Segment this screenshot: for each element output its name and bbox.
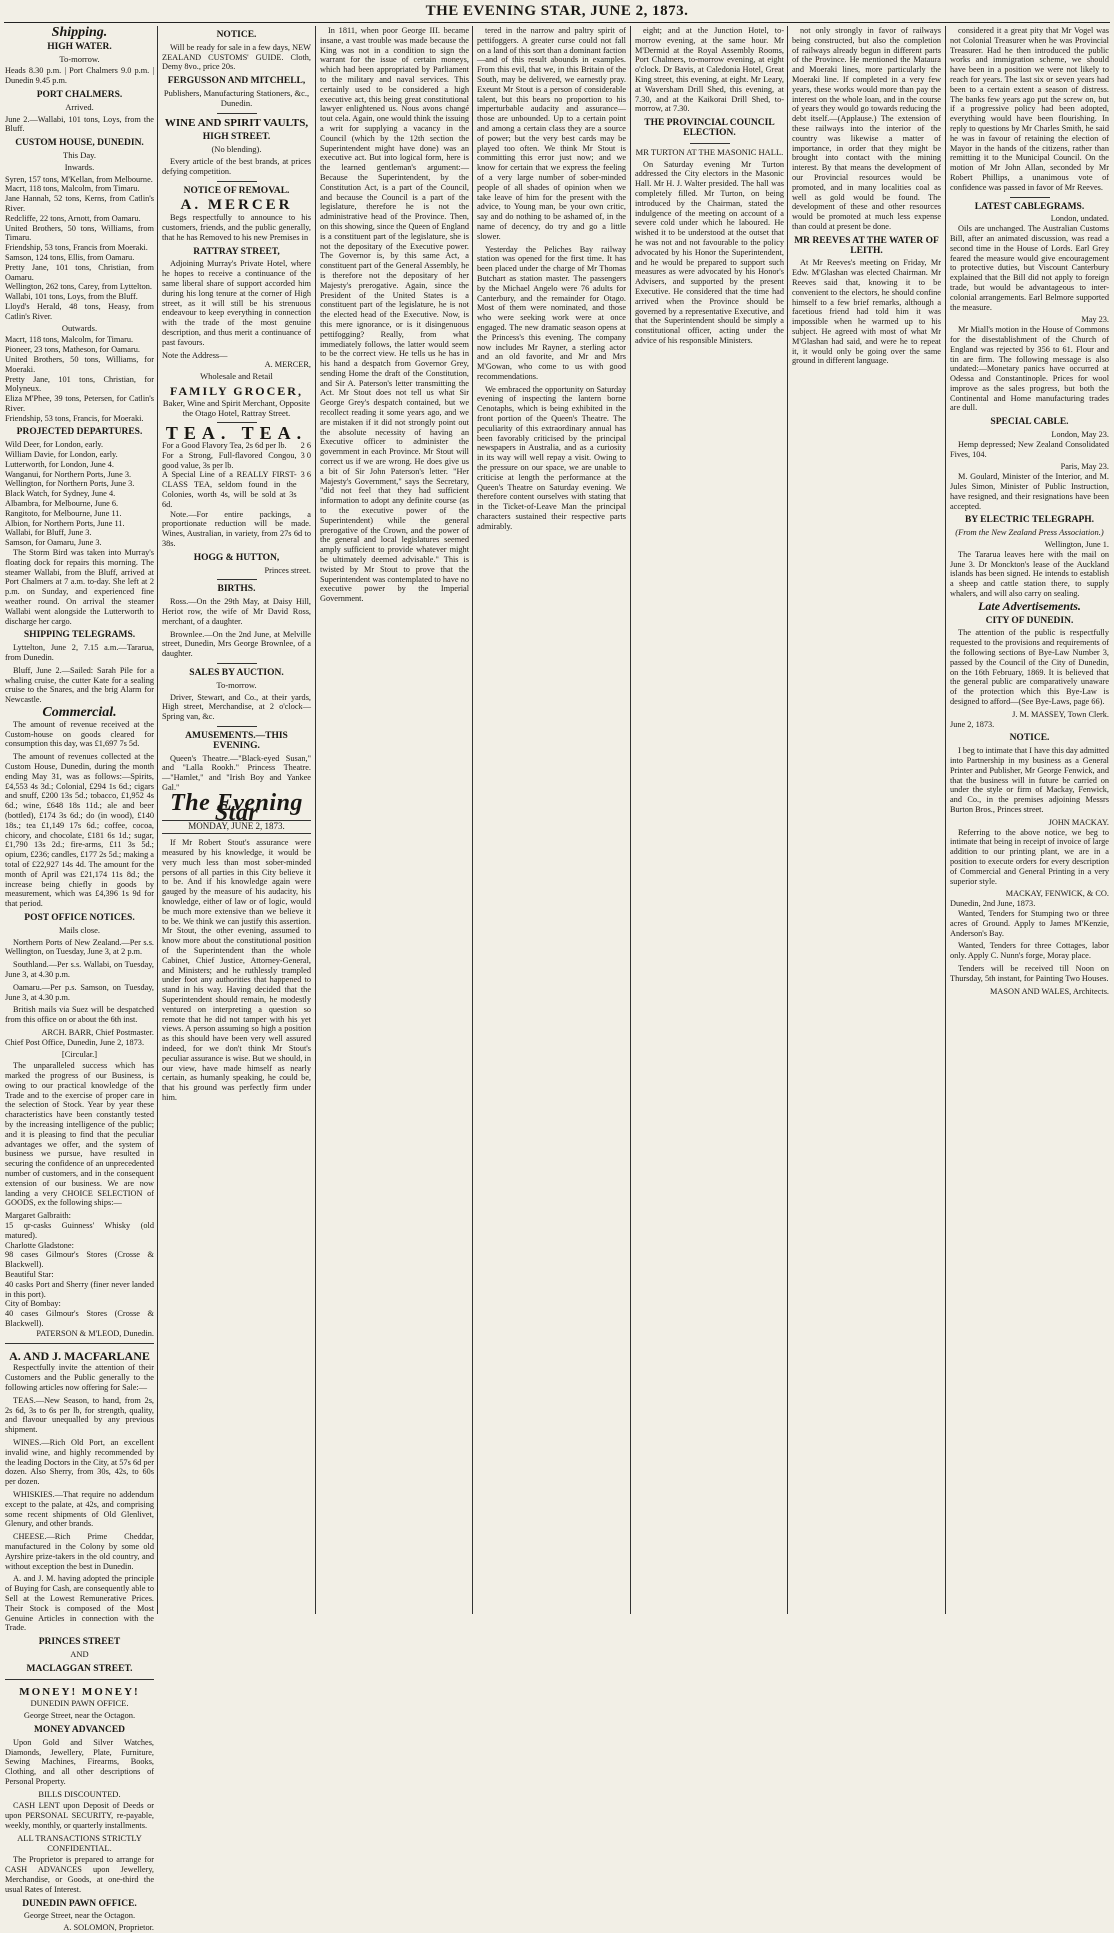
list-item: Syren, 157 tons, M'Kellan, from Melbourne. [5,174,153,184]
list-item: Samson, for Oamaru, June 3. [5,538,102,548]
article-text: We embraced the opportunity on Saturday evening of inspecting the lantern borne Cenotaphs, which is being exhibited in the front portion of the Queen's Theatre. The peculiarity of this extraordinary annual has been favorably criticised by the principal newspapers in Australia, and as a curiosity in its way will well repay a visit. Owing to the pressure on our space, we are unable to criticise at length the performance at the Queen's Theatre on Saturday evening. We therefore content ourselves with stating that in the Ticket-of-Leave Man the principal characters sustained their respective parts admirably. [477,384,626,531]
leader-article: If Mr Robert Stout's assurance were measured by his knowledge, it would be very much less than most sober-minded persons of all parties in this City believe it to be. And if his knowledge again were gauged by the measure of his audacity, his knowledge, either of law or of logic, would be much more extensive than we believe it to be. We think we can justify this assertion. Mr Stout, the other evening, assumed to know more about the constitutional position of the Superintendent than the whole Cabinet, Chief Justice, Attorney-General, and Ministers; and he ruthlessly trampled under foot any authorities that happened to stand in his way. Having decided that the Superintendent should remain, he modestly ventured on interpreting a question so remote that he did not tamper with his yet views. A person assuming so high a position as this should have been very well assured indeed, for we don't think Mr Stout's peculiar assurance is wise. But we should, in our view, have made himself as nearly certain, as humanly speaking, he could be, that his ground was perfectly firm under him. [162,838,311,1102]
family-grocer-sub: Baker, Wine and Spirit Merchant, Opposite the Otago Hotel, Rattray Street. [162,397,311,418]
list-item: Wild Deer, for London, early. [5,440,104,450]
article-text: considered it a great pity that Mr Vogel was not Colonial Treasurer when he was Provincial Treasurer. Had he then introduced the public works and immigration scheme, we should have been in a position we were not likely to reach for years. The last six or seven years had been to a certain extent a season of distress. The banks few years ago put the screw on, but if a progressive policy had been adopted, everything would have been flourishing. In reply to questions by Mr Charles Smith, he said he was in favour of retaining the election of Mayor in the hands of the citizens, rather than remitting it to the Municipal Council. On the motion of Mr John Allan, seconded by Mr Robert Phillips, a unanimous vote of confidence was passed in favor of Mr Reeves. [950,26,1109,192]
column-4 [477,26,626,1614]
tea-price-label: For a Good Flavory Tea, 2s 6d per lb. [162,441,287,451]
pawn-subtitle: DUNEDIN PAWN OFFICE. [30,1698,129,1709]
mail-line: Oamaru.—Per p.s. Samson, on Tuesday, June 3, at 4.30 p.m. [5,982,154,1002]
article-text: tered in the narrow and paltry spirit of pettifoggers. A greater curse could not fall on a land of this sort than a dominant faction—and of this result abounds in examples. From this evil, that we, in this Britain of the South, may be delivered, we earnestly pray. Exeunt Mr Stout is a person of considerable talent, but this bears no proportion to his imperturbable audacity and assurance—those are unbounded. Up to a certain point and among a certain class they are a source of power; but the very best cards may be played too often. We think Mr Stout is committing this error just now; and we know for certain that we express the feeling of a very large number of sober-minded people of all shades of opinion when we take leave of him for the present with the advice, to Young man, be your own critic, say and do nothing to be ashamed of, in the name of decency, do try and go a little slower. [477,26,626,241]
town-clerk-sign: J. M. MASSEY, Town Clerk. [1012,709,1109,719]
mercer-role: Wholesale and Retail [200,371,273,382]
article-text: not only strongly in favor of railways being constructed, but also the completion of railways already begun in different parts of the Province. He mentioned the Mataura and Moeraki lines, more particularly the Moeraki line. If completed in a very few years, these works would more than pay the interest on the whole loan, and in the course of years they would go towards reducing the debt itself.—(Applause.) The extension of these railways into the interior of the country was likewise a matter of importance, in order that they might be brought into contact with the mining interest. By that means the development of our Provincial resources would be promoted, and in many localities coal as well as gold would be found. The development of these and other resources would be promoted at much less expense than could at present be done. [792,26,941,231]
tea-title: TEA. TEA. [165,423,308,444]
wanted-advert: Wanted, Tenders for three Cottages, labor only. Apply C. Nunn's forge, Moray place. [950,941,1109,961]
list-item: Wallabi, 101 tons, Loys, from the Bluff. [5,292,138,302]
list-item: Lutterworth, for London, June 4. [5,459,114,469]
divider [690,143,730,144]
pawn-address: George Street, near the Octagon. [23,1910,136,1921]
reeves-report: At Mr Reeves's meeting on Friday, Mr Edw. M'Glashan was elected Chairman. Mr Reeves said that, knowing it to be convenient to the electors, he should confine himself to a few brief remarks, although a facetious friend had told him it was impossible when he warmed up to his subject. He agreed with most of what Mr M'Glashan had said, and were he to repeat it, it would only be going over the same ground in different language. [792,258,941,366]
high-water-times: Heads 8.30 p.m. | Port Chalmers 9.0 p.m. | Dunedin 9.45 p.m. [5,66,154,86]
column-divider [945,26,946,1614]
telegram-line: Bluff, June 2.—Sailed: Sarah Pile for a whaling cruise, the cutter Kate for a sealing cruise to the Snares, and the brig Alarm for Newcastle. [5,665,154,705]
cablegrams-title: LATEST CABLEGRAMS. [974,201,1085,212]
sales-paragraph: Driver, Stewart, and Co., at their yards, High street, Merchandise, at 2 o'clock—Spring van, &c. [162,692,311,722]
departures-title: PROJECTED DEPARTURES. [16,427,143,438]
cable-text: Hemp depressed; New Zealand Consolidated Fives, 104. [950,439,1109,459]
shipping-section-title: Shipping. [51,25,108,40]
list-item: Albion, for Northern Ports, June 11. [5,518,125,528]
macfarlane-address-2: MACLAGGAN STREET. [26,1663,133,1674]
macfarlane-item: TEAS.—New Season, to hand, from 2s, 2s 6d, 3s to 6s per lb, for strength, quality, and flavour unequalled by any previous shipment. [5,1395,154,1435]
column-3 [320,26,469,1614]
macfarlane-title: A. AND J. MACFARLANE [9,1348,150,1363]
column-divider [157,26,158,1614]
reeves-title: MR REEVES AT THE WATER OF LEITH. [794,235,939,256]
pawn-note: The Proprietor is prepared to arrange for CASH ADVANCES upon Jewellery, Merchandise, or Goods, at one-third the usual Rates of Interest. [5,1855,154,1894]
macfarlane-advert [5,1343,154,1675]
customs-sub: This Day. [63,149,96,160]
column-divider [472,26,473,1614]
tenders-advert: Tenders will be received till Noon on Thursday, 5th instant, for Painting Two Houses. [950,963,1109,983]
list-item: 40 cases Gilmour's Stores (Crosse & Blackwell). [5,1309,154,1329]
port-title: PORT CHALMERS. [36,89,123,100]
tea-price-label: A Special Line of a REALLY FIRST-CLASS TEA, seldom found in the Colonies, worth 4s, will be sold at 3s 6d. [162,470,297,509]
amusements-paragraph: Queen's Theatre.—"Black-eyed Susan," and "Lalla Rookh." Princess Theatre.—"Hamlet," and "Irish Boy and Yankee Gal." [162,753,311,792]
special-cable-title: SPECIAL CABLE. [990,417,1069,428]
list-item: Redcliffe, 22 tons, Arnott, from Oamaru. [5,213,141,223]
mails-close-label: Mails close. [58,924,101,935]
telegraph-dateline: Wellington, June 1. [1044,540,1109,550]
city-title: CITY OF DUNEDIN. [985,615,1074,626]
outwards-label: Outwards. [61,322,98,333]
notice-sign: JOHN MACKAY. [1048,817,1109,827]
high-water-title: HIGH WATER. [47,41,112,52]
issue-dateline: MONDAY, JUNE 2, 1873. [162,820,311,834]
cable-text: Mr Miall's motion in the House of Commons for the disestablishment of the Church of England was rejected by 356 to 61. Flour and tin are firm. The following message is also undated:—Monetary panics have occurred at Odessa and Constantinople. Prices for wool improve as the sales progress, but both the Continental and Home manufacturing trades are dull. [950,325,1109,413]
wine-vaults-title: WINE AND SPIRIT VAULTS, [164,116,309,129]
list-item: Wallabi, for Bluff, June 3. [5,528,92,538]
sales-title: SALES BY AUCTION. [189,668,284,679]
pawn-confidential: ALL TRANSACTIONS STRICTLY CONFIDENTIAL. [17,1832,142,1853]
list-item: Charlotte Gladstone: [5,1240,74,1250]
cable-dateline: May 23. [1081,315,1109,325]
pawn-paragraph: Upon Gold and Silver Watches, Diamonds, Jewellery, Plate, Furniture, Sewing Machines, Firearms, Books, Clothing, and all other descriptions of Personal Property. [5,1737,154,1786]
divider [217,726,257,727]
list-item: Pretty Jane, 101 tons, Christian, for Molyneux. [5,374,154,394]
notice-title: NOTICE. [216,30,257,40]
list-item: Friendship, 53 tons, Francis, for Moeraki. [5,413,144,423]
meeting-title: MR TURTON AT THE MASONIC HALL. [635,146,784,157]
partnership-notice: I beg to intimate that I have this day admitted into Partnership in my business as a General Printer and Publisher, Mr George Fenwick, and that the business will in future be carried on under the style or firm of Mackay, Fenwick, and Co., in the premises adjoining Messrs Burton Bros., Princes street. [950,746,1109,814]
pawn-proprietor: A. SOLOMON, Proprietor. [63,1923,154,1933]
sales-sub: To-morrow. [216,679,257,690]
column-divider [787,26,788,1614]
wine-paragraph: Every article of the best brands, at prices defying competition. [162,156,311,176]
cable-text: Oils are unchanged. The Australian Customs Bill, after an animated discussion, was read a second time in the House of Lords. Earl Grey feared the measure would give encouragement to protective duties, but Viscount Canterbury explained that the Bill did not apply to foreign trade, but would be advantageous to inter-colonial arrangements. Earl Belmore supported the measure. [950,224,1109,312]
list-item: Wanganui, for Northern Ports, June 3. [5,469,132,479]
pawn-office-advert [5,1679,154,1933]
inwards-list [5,175,154,322]
macfarlane-address-and: AND [70,1648,89,1659]
list-item: Wellington, 262 tons, Carey, from Lyttelton. [5,282,152,292]
divider [217,663,257,664]
list-item: Macrt, 118 tons, Malcolm, for Timaru. [5,335,134,345]
amusements-title: AMUSEMENTS.—THIS EVENING. [185,731,288,751]
divider [217,579,257,580]
mercer-sign: A. MERCER, [264,360,311,370]
post-office-location: Chief Post Office, Dunedin, June 2, 1873. [5,1037,145,1047]
pawn-office-name: DUNEDIN PAWN OFFICE. [22,1898,137,1909]
notice-paragraph: Will be ready for sale in a few days, NEW ZEALAND CUSTOMS' GUIDE. Cloth, Demy 8vo., price 20s. [162,42,311,72]
list-item: 98 cases Gilmour's Stores (Crosse & Blackwell). [5,1250,154,1270]
high-water-sub: To-morrow. [59,53,100,64]
mercer-paragraph: Begs respectfully to announce to his customers, friends, and the public generally, that he has Removed to his new Premises in [162,213,311,242]
wine-sub: (No blending). [211,144,262,155]
leader-continued: In 1811, when poor George III. became insane, a vast trouble was made because the King was not in a condition to sign the warrant for the issue of certain moneys, which had been appropriated by Parliament to the military and naval services. This certainly used to be considered a high executive act, this being great constitutional lawyer enlightened us. Nous avons changé tout cela. Again, one would think the issuing a writ for supplying a vacancy in the Council (which by the 12th section the Superintendent might have done) was an executive act. But into logical form, here is the learned gentleman's argument:—Because the Superintendent, by the Constitution Act, is a part of the Council, and because the Council is a part of the legislature, therefore he is not the administrative head of the Province. Then, on this showing, since the Queen of England is a constituent part of the legislature, she is not the depositary of the Executive power. The Governor is, by this same Act, a constituent part of the General Assembly, he is therefore not the depositary of her Majesty's prerogative. Again, since the President of the United States is a constituent part of the legislature, he is not the elected head of the Executive. Now, is this mere ignorance, or is it disingenuous pettifogging? Really, from what immediately follows, the latter would seem to be the correct view. He tells us he has in his hand a despatch from Governor Grey, sending Home the draft of the Constitution, and Sir A. Paterson's letter transmitting the Act. Mr Stout does not tell us what Sir George Grey's despatch contained, but we recollect reading it some years ago, and we are mistaken if it did not strongly point out the absolute necessity of having an Executive officer to administer the government in each Province. Mr Stout will correct us if we are wrong. He does give us a bit of Sir John Paterson's letter. "Her Majesty's Government," says the Secretary, "did not feel that they had sufficient information to adopt any definite course (as to the executive power of the Superintendent) while the general prerogative of the Crown, and the power of the general and local legislatures seemed amply sufficient to provide whatever might be ultimately deemed advisable." This is twisted by Mr Stout to prove that the Superintendent was contemplated to have no executive power by the Imperial Government. [320,26,469,604]
circular-title: [Circular.] [61,1048,98,1059]
list-item: Jane Hannah, 52 tons, Kerns, from Catlin's River. [5,194,154,213]
tea-price-row [162,470,311,509]
pawn-title: MONEY! MONEY! [19,1685,140,1698]
tea-address: Princes street. [264,565,311,575]
family-grocer-title: FAMILY GROCER, [170,383,303,398]
birth-notice: Brownlee.—On the 2nd June, at Melville street, Dunedin, Mrs George Brownlee, of a daughter. [162,629,311,659]
birth-notice: Ross.—On the 29th May, at Daisy Hill, Heriot row, the wife of Mr David Ross, merchant, of a daughter. [162,597,311,626]
circular-paragraph: The unparalleled success which has marked the progress of our Business, is owing to our practical knowledge of the Trade and to the exercise of proper care in the selection of Stock. Year by year these characteristics have been constantly tested by the increasing intelligence of the public; and it is pleasing to find that the peculiar advantages we offer, and the system of business we pursue, have resulted in securing the confidence of an unprecedented number of customers, and in the consequent extension of our business. We are now landing a very CHOICE SELECTION of GOODS, ex the following ships:— [5,1061,154,1208]
meeting-report: On Saturday evening Mr Turton addressed the City electors in the Masonic Hall. Mr H. J. Walter presided. The hall was completely filled. Mr Turton, on being introduced by the Chairman, stated the indulgence of the meeting on account of a severe cold under which he laboured. He wished it to be understood at the outset that he was not and not favourable to the policy advocated by his Honor the Superintendent, and he would be prepared to support such measures as were advocated by his Honor's Advisers, and supported by the present Executive. He considered that the time had arrived when the Province should be governed by a representative Executive, and that the Superintendent should be simply a constitutional officer, acting under the advice of his responsible Ministers. [635,159,784,345]
list-item: Black Watch, for Sydney, June 4. [5,489,116,499]
election-title: THE PROVINCIAL COUNCIL ELECTION. [644,118,775,138]
telegraph-title: BY ELECTRIC TELEGRAPH. [964,515,1095,526]
removal-title: NOTICE OF REMOVAL. [183,185,290,196]
cable-dateline: Paris, May 23. [1060,462,1109,472]
telegrams-title: SHIPPING TELEGRAMS. [23,630,136,641]
macfarlane-closing: A. and J. M. having adopted the principle of Buying for Cash, are consequently able to Sell at the Lowest Remunerative Prices. Their Stock is composed of the Most Genuine Articles in connection with the Trade. [5,1574,154,1633]
macfarlane-item: WHISKIES.—That require no addendum except to the palate, at 42s, and comprising some recent shipments of Old Glenlivet, Glenury, and other brands. [5,1489,154,1529]
list-item: Rangitoto, for Melbourne, June 11. [5,508,122,518]
list-item: Pretty Jane, 101 tons, Christian, from Oamaru. [5,262,154,282]
mercer-name: A. MERCER [180,197,293,214]
page-masthead: THE EVENING STAR, JUNE 2, 1873. [425,3,689,19]
mercer-street: RATTRAY STREET, [193,246,280,257]
divider [217,181,257,182]
notice-title: NOTICE. [1009,733,1050,744]
inwards-label: Inwards. [64,161,95,172]
printing-date: Dunedin, 2nd June, 1873. [950,899,1036,909]
masthead-rule [4,22,1110,23]
mercer-paragraph-2: Adjoining Murray's Private Hotel, where he hopes to receive a continuance of the same liberal share of support accorded him during his long tenure at the corner of High street, as it will still be his strenuous endeavour to keep everything in connection with the trade of the most genuine description, and thus merit a continuance of past favours. [162,259,311,347]
city-notice: The attention of the public is respectfully requested to the provisions and requirements of the following sections of Bye-Law Number 3, passed by the Council of the City of Dunedin, on the 16th February, 1869. It is believed that the general public are comparatively unaware of the protection which this Bye-Law is designed to afford—(See Bye-Laws, page 66). [950,628,1109,706]
mail-line: Southland.—Per s.s. Wallabi, on Tuesday, June 3, at 4.30 p.m. [5,960,154,979]
list-item: Margaret Galbraith: [5,1211,71,1221]
tea-price-value: 3 6 [300,470,311,480]
list-item: Albambra, for Melbourne, June 6. [5,499,119,509]
storm-bird-paragraph: The Storm Bird was taken into Murray's floating dock for repairs this morning. The steamer Wallabi, from the Bluff, arrived at Port Chalmers at 7 a.m. to-day. She left at 2 p.m. on Sunday, and experienced fine weather round. On arrival the steamer Wallabi went alongside the Lutterworth to discharge her cargo. [5,548,154,626]
column-7 [950,26,1109,1614]
article-text: Yesterday the Peliches Bay railway station was opened for the first time. It has been placed under the charge of Mr Thomas Butchart as station master. The passengers by the Michael Angelo were 76 adults for Canterbury, and the remainder for Otago. Most of them were nominated, and those who were seeking work were at once engaged. The new dramatic season opens at the Princess's this evening. The company now includes Mr Rayner, a sterling actor and an old favorite, and Mr and Mrs M'Gowan, who come to us with good recommendations. [477,244,626,381]
column-6 [792,26,941,1614]
pawn-bills: BILLS DISCOUNTED. [38,1788,121,1799]
arrived-label: Arrived. [65,101,94,112]
list-item: Eliza M'Phee, 39 tons, Petersen, for Catlin's River. [5,394,154,413]
list-item: Samson, 124 tons, Ellis, from Oamaru. [5,252,135,262]
column-5 [635,26,784,1614]
commercial-section-title: Commercial. [42,705,117,720]
publisher-name: FERGUSSON AND MITCHELL, [167,76,306,87]
city-date: June 2, 1873. [950,719,995,729]
pawn-sub2: George Street, near the Octagon. [23,1710,136,1721]
column-divider [315,26,316,1614]
list-item: Beautiful Star: [5,1270,54,1280]
column-1 [5,25,154,1933]
divider [217,113,257,114]
wanted-advert: Wanted, Tenders for Stumping two or three acres of Ground. Apply to James M'Kenzie, Anderson's Bay. [950,908,1109,938]
macfarlane-intro: Respectfully invite the attention of their Customers and the Public generally to the following articles now offering for Sale:— [5,1363,154,1392]
tea-price-value: 3 0 [300,450,311,460]
mail-line: Northern Ports of New Zealand.—Per s.s. Wellington, on Tuesday, June 3, at 2 p.m. [5,937,154,957]
circular-signoff: PATERSON & M'LEOD, Dunedin. [36,1328,154,1338]
macfarlane-address: PRINCES STREET [38,1637,121,1648]
printing-sign: MACKAY, FENWICK, & CO. [1005,889,1109,899]
list-item: 40 casks Port and Sherry (finer never landed in this port). [5,1279,154,1299]
list-item: United Brothers, 50 tons, Williams, for Moeraki. [5,354,154,374]
column-2 [162,26,311,1614]
list-item: Pioneer, 23 tons, Matheson, for Oamaru. [5,345,140,355]
evening-star-banner: The Evening Star [170,789,303,826]
macfarlane-item: CHEESE.—Rich Prime Cheddar, manufactured in the Colony by some old Ayrshire prize-takers in the old country, and without exception the best in Dunedin. [5,1532,154,1571]
postmaster-signoff: ARCH. BARR, Chief Postmaster. [41,1027,154,1037]
customs-title: CUSTOM HOUSE, DUNEDIN. [15,138,144,149]
cable-dateline: London, May 23. [1051,430,1109,440]
divider [1010,197,1050,198]
tea-price-label: For a Strong, Full-flavored Congou, good value, 3s per lb. [162,450,297,470]
tea-note: Note.—For entire packings, a proportionate reduction will be made. Wines, Australian, in variety, from 27s 6d to 38s. [162,509,311,549]
tenders-sign: MASON AND WALES, Architects. [990,986,1109,996]
list-item: Lloyd's Herald, 48 tons, Heasy, from Catlin's River. [5,301,154,321]
list-item: Macrt, 118 tons, Malcolm, from Timaru. [5,184,140,194]
tea-price-value: 2 6 [300,441,311,451]
departures-list [5,440,154,548]
mail-line: British mails via Suez will be despatched from this office on or about the 6th inst. [5,1005,154,1025]
cable-text: M. Goulard, Minister of the Interior, and M. Jules Simon, Minister of Public Instruction, have resigned, and their resignations have been accepted. [950,472,1109,511]
revenue-paragraph: The amount of revenue received at the Custom-house on goods cleared for consumption this day, was £1,697 7s 5d. [5,719,154,749]
pawn-sub3: MONEY ADVANCED [33,1724,126,1735]
wine-street: HIGH STREET. [202,132,271,143]
list-item: City of Bombay: [5,1299,61,1309]
list-item: Wellington, for Northern Ports, June 3. [5,479,135,489]
mercer-note: Note the Address— [162,350,228,360]
telegraph-text: The Tararua leaves here with the mail on June 3. Dr Monckton's lease of the Auckland islands has been signed. He intends to establish a sheep and cattle station there, to supply whalers, and will also carry on sealing. [950,549,1109,599]
late-ads-title: Late Advertisements. [978,598,1081,613]
cable-dateline: London, undated. [1050,214,1109,224]
printing-notice: Referring to the above notice, we beg to intimate that being in receipt of invoice of large addition to our printing plant, we are in a position to execute orders for every description of Commercial and General Printing in a very superior style. [950,827,1109,886]
arrived-line: June 2.—Wallabi, 101 tons, Loys, from the Bluff. [5,114,154,134]
tea-sign: HOGG & HUTTON, [193,552,280,563]
macfarlane-item: WINES.—Rich Old Port, an excellent invalid wine, and highly recommended by the leading Doctors in the City, at 57s 6d per dozen. Also Sherry, from 30s, 42s, to 60s per dozen. [5,1437,154,1487]
column-divider [630,26,631,1614]
list-item: 15 qr-casks Guinness' Whisky (old matured). [5,1221,154,1240]
tea-price-row [162,451,311,471]
telegram-line: Lyttelton, June 2, 7.15 a.m.—Tararua, from Dunedin. [5,643,154,663]
list-item: United Brothers, 50 tons, Williams, from Timaru. [5,223,154,243]
outwards-list [5,335,154,423]
post-office-title: POST OFFICE NOTICES. [24,912,135,923]
list-item: Friendship, 53 tons, Francis from Moeraki. [5,243,148,253]
births-title: BIRTHS. [217,584,256,595]
pawn-cash: CASH LENT upon Deposit of Deeds or upon PERSONAL SECURITY, re-payable, weekly, monthly, or quarterly installments. [5,1801,154,1831]
revenue-detail-paragraph: The amount of revenues collected at the Custom House, Dunedin, during the month ending May 31, was as follows:—Spirits, £4,553 4s 3d.; Colonial, £294 1s 6d.; cigars and snuff, £200 13s 5d.; tobacco, £1,952 4s 6d.; wine, £648 18s 11d.; ale and beer (bottled), £174 3s 6d.; do (in wood), £140 18s.; tea £1,149 17s 6d.; coffee, cocoa, chicory, and chocolate, £181 6s 1d.; sugar, £1,790 13s 2d.; fire-arms, £11 3s 5d.; opium, £236; candles, £177 2s 5d.; making a total of £22,927 14s 4d. The amount for the month of April was £21,174 11s 8d.; the increase being chiefly in goods by measurement, which was £4,396 1s 9d for that period. [5,752,154,909]
telegraph-sub: (From the New Zealand Press Association.) [955,527,1104,538]
list-item: William Davie, for London, early. [5,450,118,460]
publisher-sub: Publishers, Manufacturing Stationers, &c., Dunedin. [163,87,310,108]
article-text: eight; and at the Junction Hotel, to-morrow evening, at the same hour. Mr M'Dermid at the Royal Assembly Rooms, Port Chalmers, to-morrow evening, at eight o'clock. Dr Bavis, at Caledonia Hotel, Great King street, this evening, at eight. Mr Leary, at Waversham Drill Shed, this evening, at 7.30, and at the Kaikorai Drill Shed, to-morrow, at 7.30. [635,26,784,114]
